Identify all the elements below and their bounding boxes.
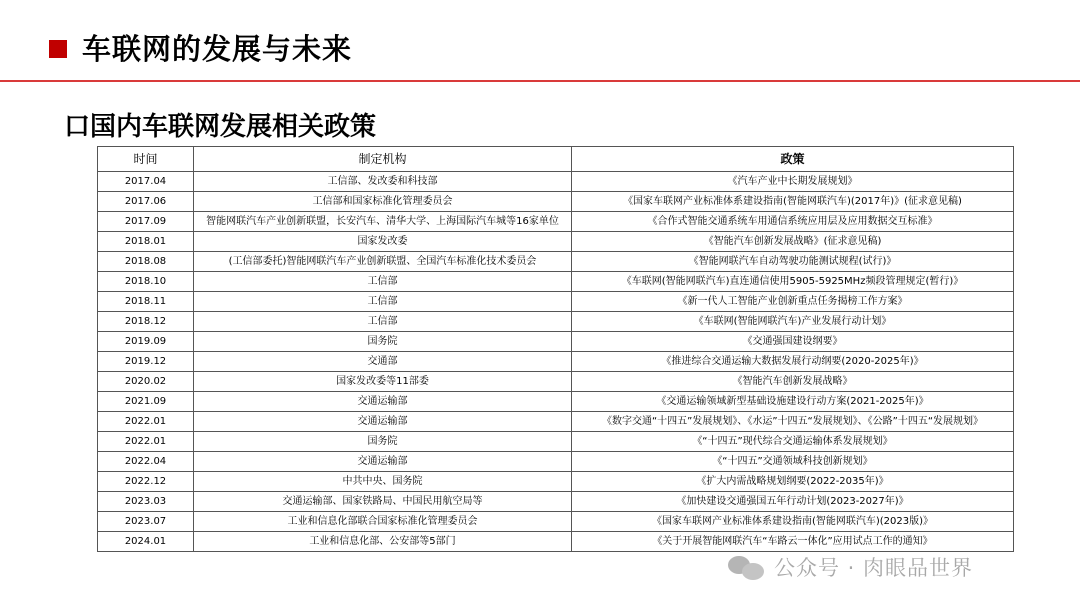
column-header-policy: 政策 xyxy=(572,147,1014,172)
cell-agency: 中共中央、国务院 xyxy=(194,472,572,492)
cell-time: 2020.02 xyxy=(98,372,194,392)
cell-time: 2023.07 xyxy=(98,512,194,532)
cell-policy: 《交通强国建设纲要》 xyxy=(572,332,1014,352)
cell-policy: 《新一代人工智能产业创新重点任务揭榜工作方案》 xyxy=(572,292,1014,312)
cell-time: 2018.01 xyxy=(98,232,194,252)
cell-agency: 工信部 xyxy=(194,272,572,292)
cell-agency: 工业和信息化部、公安部等5部门 xyxy=(194,532,572,552)
cell-agency: 国务院 xyxy=(194,332,572,352)
cell-time: 2018.12 xyxy=(98,312,194,332)
cell-time: 2018.10 xyxy=(98,272,194,292)
cell-agency: 交通运输部、国家铁路局、中国民用航空局等 xyxy=(194,492,572,512)
table-row xyxy=(98,312,1014,332)
cell-policy: 《智能网联汽车自动驾驶功能测试规程(试行)》 xyxy=(572,252,1014,272)
header-divider xyxy=(0,80,1080,82)
cell-policy: 《合作式智能交通系统车用通信系统应用层及应用数据交互标准》 xyxy=(572,212,1014,232)
table-row xyxy=(98,452,1014,472)
table-row xyxy=(98,172,1014,192)
cell-time: 2019.12 xyxy=(98,352,194,372)
cell-time: 2017.09 xyxy=(98,212,194,232)
wechat-icon xyxy=(728,554,766,580)
cell-time: 2021.09 xyxy=(98,392,194,412)
cell-time: 2017.04 xyxy=(98,172,194,192)
cell-agency: 国家发改委 xyxy=(194,232,572,252)
column-header-time: 时间 xyxy=(98,147,194,172)
table-row xyxy=(98,492,1014,512)
table-row xyxy=(98,332,1014,352)
cell-policy: 《关于开展智能网联汽车“车路云一体化”应用试点工作的通知》 xyxy=(572,532,1014,552)
table-row xyxy=(98,232,1014,252)
cell-policy: 《数字交通“十四五”发展规划》、《水运”十四五“发展规划》、《公路”十四五“发展规划》 xyxy=(572,412,1014,432)
cell-time: 2022.01 xyxy=(98,412,194,432)
cell-agency: (工信部委托)智能网联汽车产业创新联盟、全国汽车标准化技术委员会 xyxy=(194,252,572,272)
table-header-row xyxy=(98,147,1014,172)
cell-agency: 交通运输部 xyxy=(194,392,572,412)
cell-policy: 《扩大内需战略规划纲要(2022-2035年)》 xyxy=(572,472,1014,492)
table-row xyxy=(98,372,1014,392)
cell-agency: 智能网联汽车产业创新联盟，长安汽车、清华大学、上海国际汽车城等16家单位 xyxy=(194,212,572,232)
watermark xyxy=(728,552,973,582)
cell-time: 2024.01 xyxy=(98,532,194,552)
cell-agency: 工信部 xyxy=(194,292,572,312)
cell-time: 2022.04 xyxy=(98,452,194,472)
header-marker xyxy=(49,40,67,58)
table-row xyxy=(98,532,1014,552)
cell-time: 2022.12 xyxy=(98,472,194,492)
cell-time: 2018.11 xyxy=(98,292,194,312)
cell-agency: 交通运输部 xyxy=(194,412,572,432)
cell-policy: 《汽车产业中长期发展规划》 xyxy=(572,172,1014,192)
page-title: 车联网的发展与未来 xyxy=(82,32,353,66)
cell-policy: 《“十四五”现代综合交通运输体系发展规划》 xyxy=(572,432,1014,452)
cell-policy: 《国家车联网产业标准体系建设指南(智能网联汽车)(2023版)》 xyxy=(572,512,1014,532)
cell-policy: 《智能汽车创新发展战略》(征求意见稿) xyxy=(572,232,1014,252)
watermark-text: 公众号 · 肉眼品世界 xyxy=(774,556,974,580)
cell-policy: 《加快建设交通强国五年行动计划(2023-2027年)》 xyxy=(572,492,1014,512)
table-row xyxy=(98,432,1014,452)
column-header-agency: 制定机构 xyxy=(194,147,572,172)
cell-agency: 工信部 xyxy=(194,312,572,332)
table-row xyxy=(98,212,1014,232)
cell-agency: 国务院 xyxy=(194,432,572,452)
cell-policy: 《车联网(智能网联汽车)产业发展行动计划》 xyxy=(572,312,1014,332)
cell-time: 2017.06 xyxy=(98,192,194,212)
cell-time: 2022.01 xyxy=(98,432,194,452)
cell-time: 2019.09 xyxy=(98,332,194,352)
cell-policy: 《“十四五”交通领域科技创新规划》 xyxy=(572,452,1014,472)
policy-table xyxy=(97,146,1014,552)
cell-policy: 《国家车联网产业标准体系建设指南(智能网联汽车)(2017年)》(征求意见稿) xyxy=(572,192,1014,212)
cell-policy: 《车联网(智能网联汽车)直连通信使用5905-5925MHz频段管理规定(暂行)》 xyxy=(572,272,1014,292)
table-row xyxy=(98,292,1014,312)
table-row xyxy=(98,472,1014,492)
cell-time: 2018.08 xyxy=(98,252,194,272)
section-title: 口国内车联网发展相关政策 xyxy=(64,112,377,142)
cell-agency: 工信部、发改委和科技部 xyxy=(194,172,572,192)
policy-table-body xyxy=(98,172,1014,552)
table-row xyxy=(98,412,1014,432)
cell-policy: 《推进综合交通运输大数据发展行动纲要(2020-2025年)》 xyxy=(572,352,1014,372)
cell-agency: 工业和信息化部联合国家标准化管理委员会 xyxy=(194,512,572,532)
cell-policy: 《智能汽车创新发展战略》 xyxy=(572,372,1014,392)
cell-agency: 交通部 xyxy=(194,352,572,372)
table-row xyxy=(98,512,1014,532)
table-row xyxy=(98,252,1014,272)
cell-agency: 工信部和国家标准化管理委员会 xyxy=(194,192,572,212)
table-row xyxy=(98,272,1014,292)
cell-agency: 交通运输部 xyxy=(194,452,572,472)
cell-policy: 《交通运输领域新型基础设施建设行动方案(2021-2025年)》 xyxy=(572,392,1014,412)
cell-agency: 国家发改委等11部委 xyxy=(194,372,572,392)
table-row xyxy=(98,392,1014,412)
cell-time: 2023.03 xyxy=(98,492,194,512)
table-row xyxy=(98,192,1014,212)
table-row xyxy=(98,352,1014,372)
